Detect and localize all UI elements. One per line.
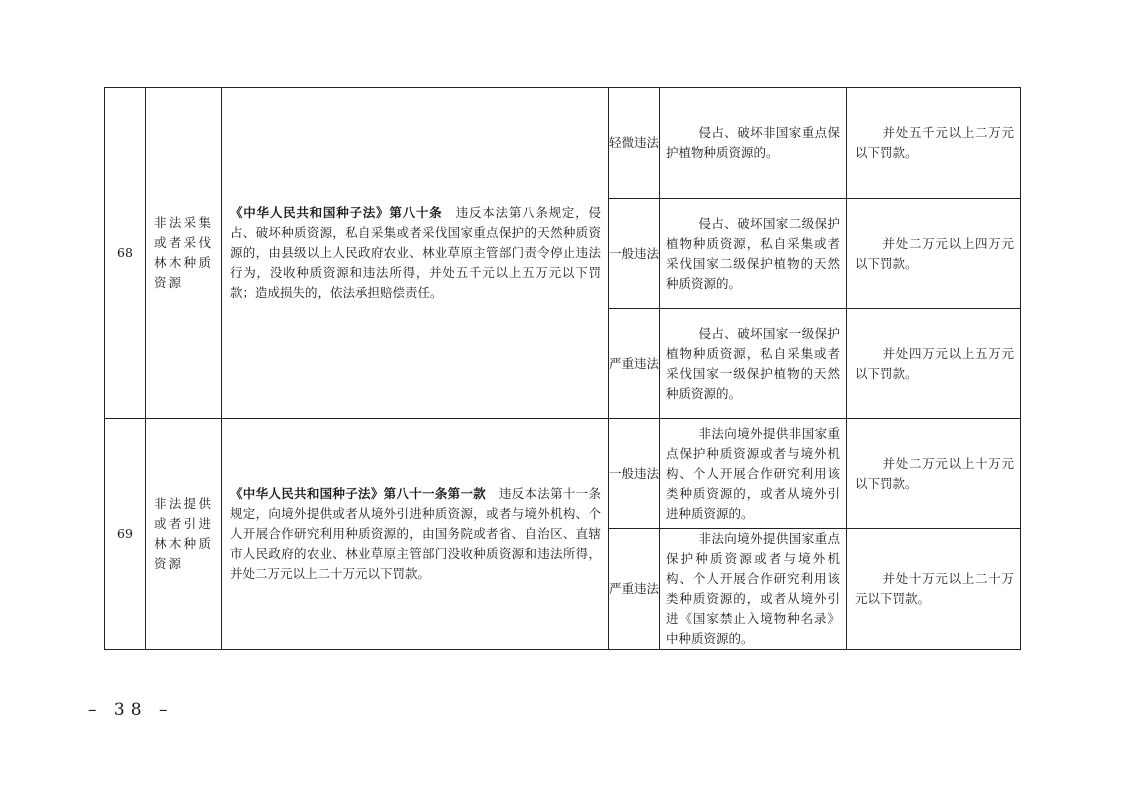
violation-level: 一般违法 [609,419,660,529]
penalty-standard: 并处五千元以上二万元以下罚款。 [847,88,1021,199]
violation-circumstance: 侵占、破坏国家一级保护植物种质资源，私自采集或者采伐国家一级保护植物的天然种质资源的。 [660,309,847,419]
page-number: – 38 – [88,700,174,720]
violation-circumstance: 非法向境外提供国家重点保护种质资源或者与境外机构、个人开展合作研究利用该类种质资源的，或者从境外引进《国家禁止入境物种名录》中种质资源的。 [660,529,847,650]
violation-circumstance: 侵占、破坏非国家重点保护植物种质资源的。 [660,88,847,199]
table-row [105,419,1021,529]
legal-basis [222,419,609,650]
violation-circumstance: 侵占、破坏国家二级保护植物种质资源，私自采集或者采伐国家二级保护植物的天然种质资源的。 [660,199,847,309]
penalty-standard: 并处二万元以上十万元以下罚款。 [847,419,1021,529]
penalty-standard: 并处十万元以上二十万元以下罚款。 [847,529,1021,650]
violation-item: 非法提供或者引进林木种质资源 [146,419,222,650]
penalty-standard-table [104,87,1021,650]
violation-item: 非法采集或者采伐林木种质资源 [146,88,222,419]
violation-level: 严重违法 [609,309,660,419]
item-number: 68 [105,88,146,419]
violation-circumstance: 非法向境外提供非国家重点保护种质资源或者与境外机构、个人开展合作研究利用该类种质资源的，或者从境外引进种质资源的。 [660,419,847,529]
violation-level: 一般违法 [609,199,660,309]
table-row [105,88,1021,199]
violation-level: 严重违法 [609,529,660,650]
item-number: 69 [105,419,146,650]
legal-basis [222,88,609,419]
law-article-text: 违反本法第十一条规定，向境外提供或者从境外引进种质资源，或者与境外机构、个人开展合作研究利用种质资源的，由国务院或者省、自治区、直辖市人民政府的农业、林业草原主管部门没收种质资源和违法所得，并处二万元以上二十万元以下罚款。 [230,486,601,581]
law-article-title: 《中华人民共和国种子法》第八十条 [230,205,443,220]
law-article-title: 《中华人民共和国种子法》第八十一条第一款 [230,486,487,501]
penalty-standard: 并处四万元以上五万元以下罚款。 [847,309,1021,419]
law-article-text: 违反本法第八条规定，侵占、破坏种质资源，私自采集或者采伐国家重点保护的天然种质资源的，由县级以上人民政府农业、林业草原主管部门责令停止违法行为，没收种质资源和违法所得，并处五千元以上五万元以下罚款；造成损失的，依法承担赔偿责任。 [230,205,601,300]
penalty-standard: 并处二万元以上四万元以下罚款。 [847,199,1021,309]
violation-level: 轻微违法 [609,88,660,199]
